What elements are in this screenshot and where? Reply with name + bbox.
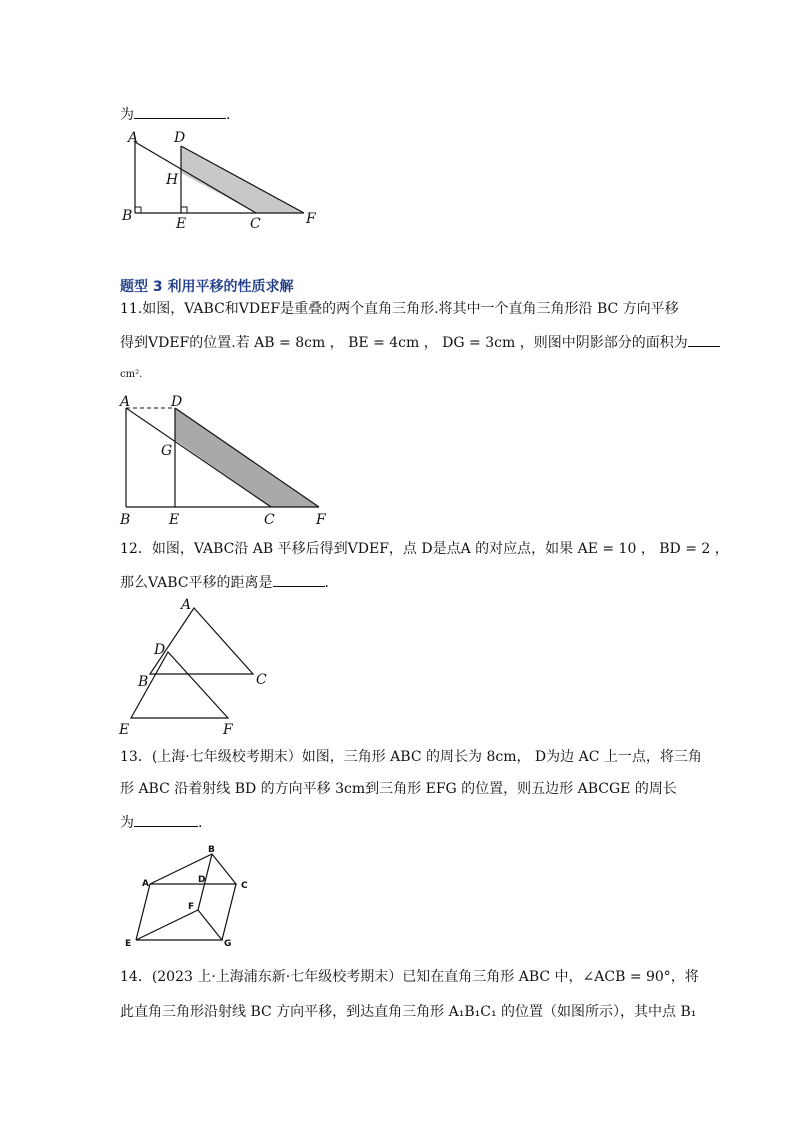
answer-suffix: . [226, 107, 231, 123]
fig2-label-f: F [316, 512, 326, 528]
fig2-label-d: D [171, 394, 183, 410]
q14-line-1: 14．(2023 上·上海浦东新·七年级校考期末）已知在直角三角形 ABC 中，∠ACB = 90°，将 [120, 969, 699, 985]
q14-line-2: 此直角三角形沿射线 BC 方向平移，到达直角三角形 A₁B₁C₁ 的位置（如图所示），其中点 B₁ [120, 1004, 697, 1020]
fig3-label-e: E [119, 722, 130, 738]
answer-blank[interactable] [134, 104, 226, 119]
fig2-label-a: A [120, 394, 131, 410]
fig4-label-c: C [241, 881, 248, 891]
fig3-label-f: F [223, 722, 233, 738]
q13-line-3 [120, 812, 202, 832]
fig4-label-d: D [198, 875, 206, 885]
q11-blank[interactable] [688, 332, 720, 347]
fig2-label-c: C [264, 512, 275, 528]
fig1-label-f: F [306, 211, 316, 227]
answer-prefix: 为 [120, 107, 134, 123]
figure-2 [116, 392, 346, 527]
q12-line-2 [120, 572, 329, 592]
fig1-label-c: C [250, 216, 261, 232]
fig3-label-d: D [154, 642, 166, 658]
fig2-label-g: G [161, 443, 173, 459]
q12-line-2-prefix: 那么VABC平移的距离是 [120, 575, 273, 591]
fig1-label-d: D [174, 130, 186, 146]
section-heading: 题型 3 利用平移的性质求解 [120, 279, 294, 295]
q11-line-1: 11.如图，VABC和VDEF是重叠的两个直角三角形.将其中一个直角三角形沿 BC 方向平移 [120, 301, 679, 317]
q11-line-2-text: 得到VDEF的位置.若 AB = 8cm ， BE = 4cm ， DG = 3cm ，则图中阴影部分的面积为 [120, 335, 688, 351]
q12-line-2-suffix: . [324, 575, 329, 591]
fig3-label-c: C [256, 672, 267, 688]
fig2-label-b: B [120, 512, 131, 528]
q12-line-1: 12．如图，VABC沿 AB 平移后得到VDEF，点 D是点A 的对应点，如果 AE = 10 ， BD = 2 ， [120, 541, 729, 557]
fig1-label-b: B [122, 208, 133, 224]
q13-line-1: 13．(上海·七年级校考期末）如图，三角形 ABC 的周长为 8cm， D为边 AC 上一点，将三角 [120, 749, 702, 765]
fig4-label-a: A [142, 879, 149, 889]
q13-blank[interactable] [134, 812, 198, 827]
q13-line-2: 形 ABC 沿着射线 BD 的方向平移 3cm到三角形 EFG 的位置，则五边形 ABCGE 的周长 [120, 781, 677, 797]
fig4-label-e: E [125, 939, 132, 949]
fig4-label-f: F [188, 902, 195, 912]
fig4-label-g: G [224, 939, 232, 949]
figure-3 [116, 596, 276, 736]
figure-1 [116, 128, 336, 238]
fig4-label-b: B [208, 845, 215, 855]
figure-4 [120, 840, 270, 950]
q11-line-2 [120, 332, 720, 352]
fig1-label-h: H [166, 172, 179, 188]
fig1-label-e: E [176, 216, 187, 232]
q11-line-3: cm². [120, 369, 143, 380]
fig3-label-b: B [138, 674, 149, 690]
fig2-label-e: E [169, 512, 180, 528]
fig3-label-a: A [181, 597, 192, 613]
fig1-label-a: A [128, 130, 139, 146]
q13-line-3-prefix: 为 [120, 815, 134, 831]
answer-line-prev [120, 104, 230, 124]
q12-blank[interactable] [273, 572, 325, 587]
q13-line-3-suffix: . [198, 815, 203, 831]
